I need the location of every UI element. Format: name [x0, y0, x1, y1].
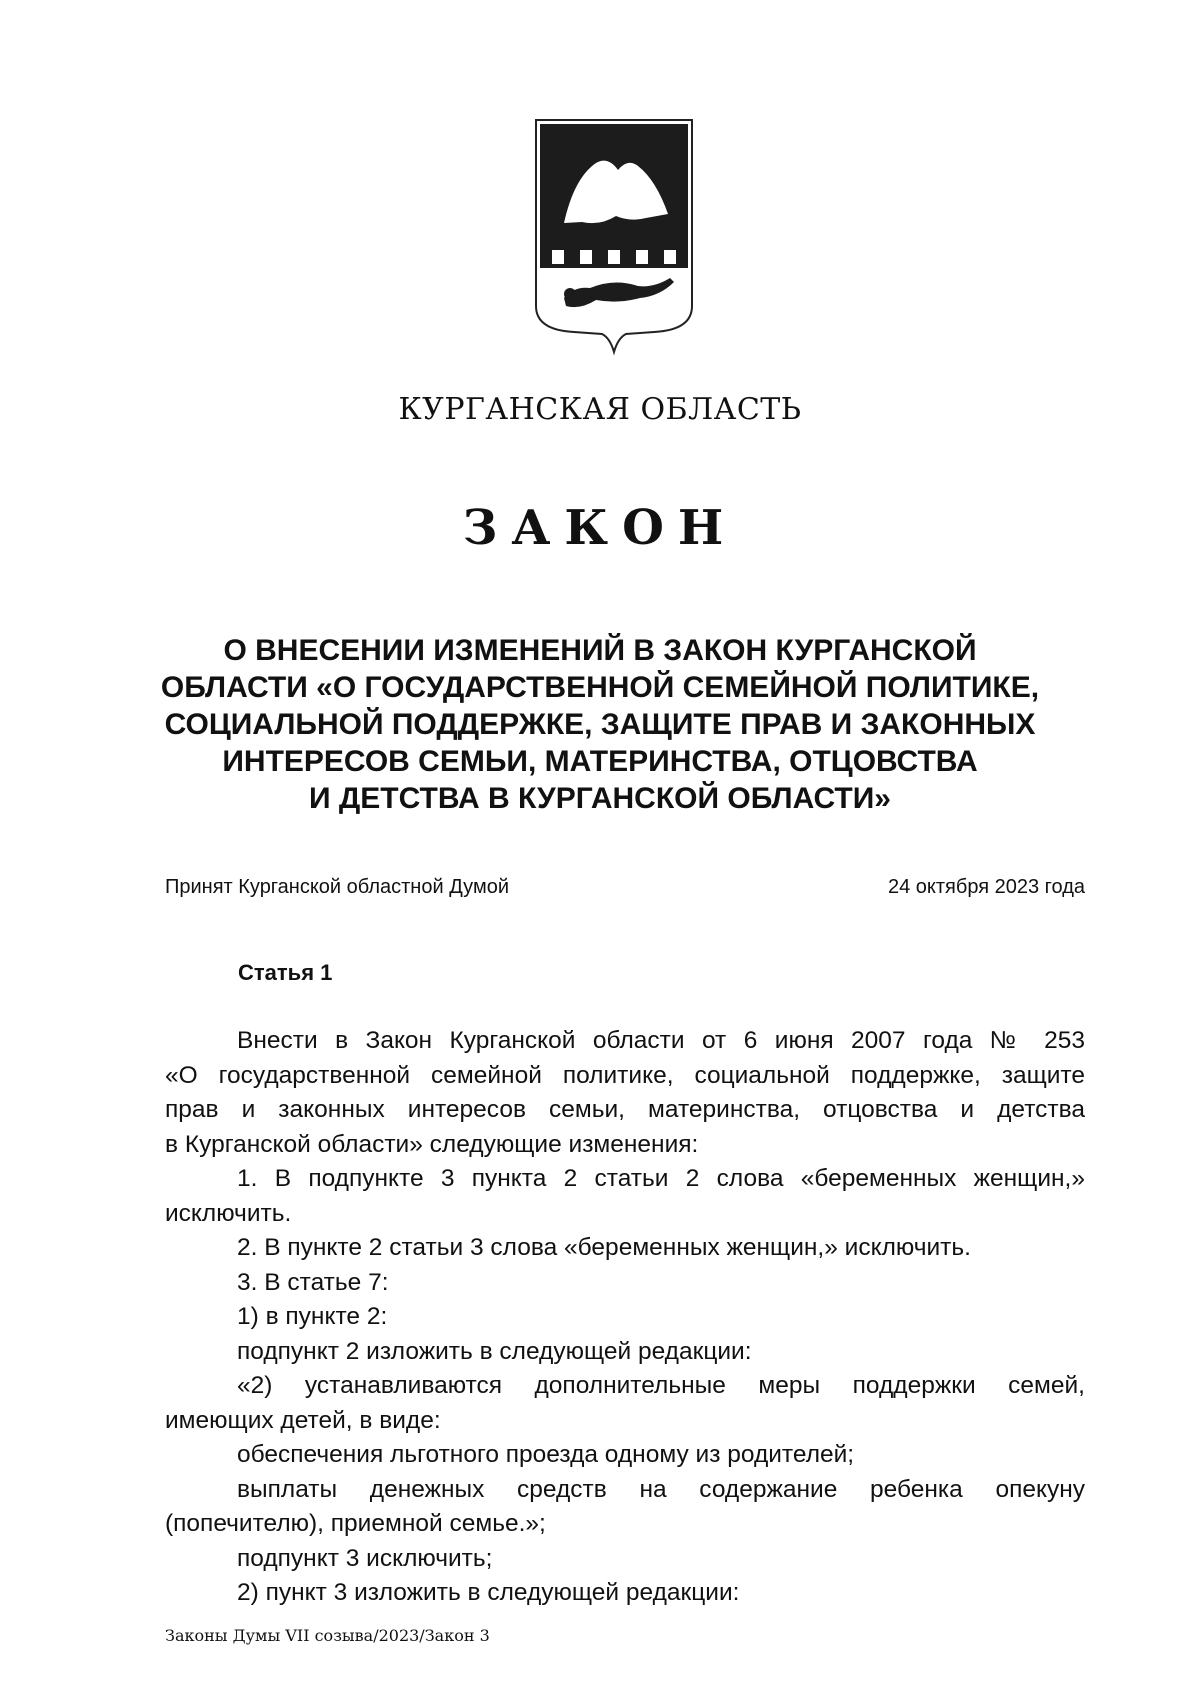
- region-heading: КУРГАНСКАЯ ОБЛАСТЬ: [398, 392, 802, 427]
- paragraph-line: прав и законных интересов семьи, материнства, отцовства и детства: [165, 1096, 1085, 1123]
- paragraph-line: 1. В подпункте 3 пункта 2 статьи 2 слова «беременных женщин,»: [237, 1165, 1085, 1192]
- paragraph-line: обеспечения льготного проезда одному из родителей;: [237, 1441, 855, 1468]
- law-title-line: И ДЕТСТВА В КУРГАНСКОЙ ОБЛАСТИ»: [308, 782, 891, 815]
- paragraph-line: выплаты денежных средств на содержание ребенка опекуну: [237, 1475, 1085, 1503]
- paragraph-line: «2) устанавливаются дополнительные меры поддержки семей,: [237, 1372, 1085, 1399]
- paragraph-line: подпункт 2 изложить в следующей редакции:: [237, 1337, 752, 1365]
- law-title-line: ИНТЕРЕСОВ СЕМЬИ, МАТЕРИНСТВА, ОТЦОВСТВА: [222, 745, 978, 778]
- footer-reference: Законы Думы VII созыва/2023/Закон 3: [165, 1626, 490, 1645]
- law-title-line: О ВНЕСЕНИИ ИЗМЕНЕНИЙ В ЗАКОН КУРГАНСКОЙ: [223, 634, 977, 667]
- coat-of-arms-emblem: [534, 118, 694, 358]
- paragraph-line: имеющих детей, в виде:: [165, 1406, 441, 1434]
- law-title-line: СОЦИАЛЬНОЙ ПОДДЕРЖКЕ, ЗАЩИТЕ ПРАВ И ЗАКОННЫХ: [164, 708, 1036, 741]
- paragraph-line: 3. В статье 7:: [237, 1268, 389, 1296]
- paragraph-line: исключить.: [165, 1199, 292, 1227]
- paragraph-line: в Курганской области» следующие изменения:: [165, 1130, 699, 1158]
- paragraph-line: подпункт 3 исключить;: [237, 1544, 493, 1572]
- paragraph-line: «О государственной семейной политике, социальной поддержке, защите: [165, 1061, 1085, 1089]
- adopted-by: Принят Курганской областной Думой: [165, 876, 509, 898]
- paragraph-line: (попечителю), приемной семье.»;: [165, 1510, 546, 1537]
- paragraph-line: Внести в Закон Курганской области от 6 июня 2007 года № 253: [237, 1027, 1085, 1054]
- adoption-date: 24 октября 2023 года: [887, 876, 1085, 898]
- paragraph-line: 2. В пункте 2 статьи 3 слова «беременных женщин,» исключить.: [237, 1234, 971, 1261]
- paragraph-line: 2) пункт 3 изложить в следующей редакции:: [237, 1579, 740, 1606]
- article-body: [165, 1024, 1085, 1611]
- document-type-heading: ЗАКОН: [462, 500, 738, 556]
- article-heading: Статья 1: [238, 960, 333, 985]
- law-title: [150, 632, 1050, 817]
- law-title-line: ОБЛАСТИ «О ГОСУДАРСТВЕННОЙ СЕМЕЙНОЙ ПОЛИТИКЕ,: [160, 671, 1040, 704]
- paragraph-line: 1) в пункте 2:: [237, 1303, 388, 1330]
